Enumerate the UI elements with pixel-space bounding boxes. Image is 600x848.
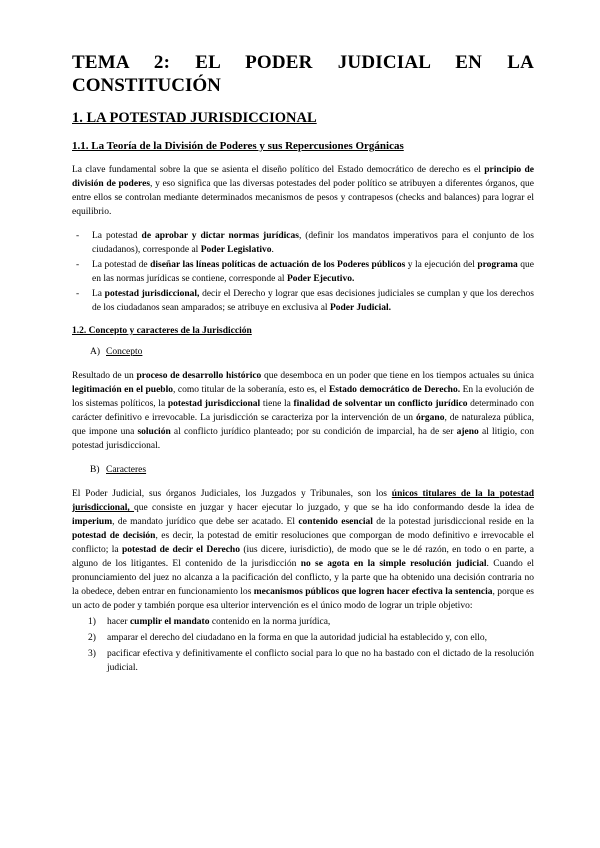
paragraph-division-poderes: La clave fundamental sobre la que se asienta el diseño político del Estado democrático de derecho es el principio de división de poderes, y eso significa que las diversas potestades del poder político se atribuyen a diferentes órganos, que entre ellos se controlan mediante determinados mecanismos de pesos y contrapesos (checks and balances) para lograr el equilibrio. xyxy=(72,165,535,217)
list-item: - La potestad de aprobar y dictar normas jurídicas, (definir los mandatos imperativos para el conjunto de los ciudadanos), corresponde al Poder Legislativo. xyxy=(76,231,534,255)
document-title-line2: CONSTITUCIÓN xyxy=(72,75,221,96)
list-item: 2) amparar el derecho del ciudadano en la forma en que la autoridad judicial ha establecido y, con ello, xyxy=(88,633,488,643)
list-item: 1) hacer cumplir el mandato contenido en la norma jurídica, xyxy=(88,617,331,627)
list-item: - La potestad jurisdiccional, decir el Derecho y lograr que esas decisiones judiciales se cumplan y que los derechos de los ciudadanos sean amparados; se atribuye en exclusiva al Poder Judicial. xyxy=(76,289,534,313)
section-heading-1-1: 1.1. La Teoría de la División de Poderes y sus Repercusiones Orgánicas xyxy=(72,140,404,152)
list-item: 3) pacificar efectiva y definitivamente el conflicto social para lo que no ha bastado con el dictado de la resolución judicial. xyxy=(88,649,534,673)
document-page xyxy=(72,50,534,677)
powers-list xyxy=(72,229,534,315)
section-heading-1-2: 1.2. Concepto y caracteres de la Jurisdicción xyxy=(72,326,252,336)
paragraph-caracteres: El Poder Judicial, sus órganos Judiciales, los Juzgados y Tribunales, son los únicos titulares de la la potestad jurisdiccional, que consiste en juzgar y hacer ejecutar lo juzgado, y que se ha ido conformando desde la idea de imperium, de mandato jurídico que debe ser acatado. El contenido esencial de la potestad jurisdiccional reside en la potestad de decisión, es decir, la potestad de emitir resoluciones que comporgan de modo definitivo e irrevocable el conflicto; la potestad de decir el Derecho (ius dicere, iurisdictio), de modo que se le dé razón, en todo o en parte, a alguno de los litigantes. El contenido de la jurisdicción no se agota en la simple resolución judicial. Cuando el pronunciamiento del juez no alcanza a la pacificación del conflicto, y la parte que ha obtenido una decisión contraria no la obedece, deben entrar en funcionamiento los mecanismos públicos que logren hacer efectiva la sentencia, porque es un acto de poder y también porque esa ulterior intervención es el único modo de lograr un triple objetivo: xyxy=(72,489,535,611)
objectives-list xyxy=(72,615,534,675)
list-item: - La potestad de diseñar las líneas políticas de actuación de los Poderes públicos y la ejecución del programa que en las normas jurídicas se contiene, corresponde al Poder Ejecutivo. xyxy=(76,260,534,284)
document-title-line1: TEMA 2: EL PODER JUDICIAL EN LA xyxy=(72,52,534,73)
subsection-b-heading: B) Caracteres xyxy=(90,465,147,475)
section-heading-1: 1. LA POTESTAD JURISDICCIONAL xyxy=(72,110,317,126)
paragraph-concepto: Resultado de un proceso de desarrollo histórico que desemboca en un poder que tiene en los tiempos actuales su única legitimación en el pueblo, como titular de la soberanía, esto es, el Estado democrático de Derecho. En la evolución de los sistemas políticos, la potestad jurisdiccional tiene la finalidad de solventar un conflicto jurídico determinado con carácter definitivo e irrevocable. La jurisdicción se caracteriza por la intervención de un órgano, de naturaleza pública, que impone una solución al conflicto jurídico planteado; por su condición de imparcial, ha de ser ajeno al litigio, con potestad jurisdiccional. xyxy=(72,371,535,451)
subsection-a-heading: A) Concepto xyxy=(90,347,143,357)
